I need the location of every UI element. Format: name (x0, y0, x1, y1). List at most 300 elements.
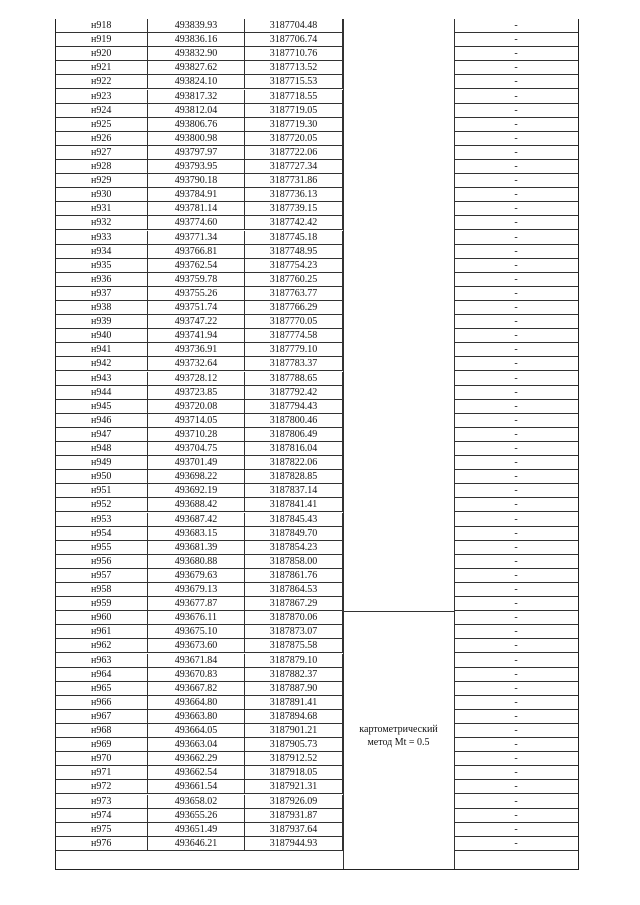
dash-cell: - (454, 414, 578, 428)
table-row (56, 470, 578, 484)
y-coordinate-cell: 3187864.53 (245, 583, 343, 597)
dash-cell: - (454, 809, 578, 823)
dash-cell: - (454, 837, 578, 851)
table-row (56, 780, 578, 794)
dash-cell: - (454, 301, 578, 315)
dash-cell: - (454, 75, 578, 89)
dash-cell: - (454, 259, 578, 273)
dash-cell: - (454, 245, 578, 259)
dash-cell: - (454, 216, 578, 230)
point-id-cell: н935 (56, 259, 148, 273)
y-coordinate-cell: 3187719.05 (245, 104, 343, 118)
x-coordinate-cell: 493800.98 (148, 132, 245, 146)
x-coordinate-cell: 493812.04 (148, 104, 245, 118)
x-coordinate-cell: 493827.62 (148, 61, 245, 75)
y-coordinate-cell: 3187704.48 (245, 19, 343, 33)
x-coordinate-cell: 493664.05 (148, 724, 245, 738)
x-coordinate-cell: 493679.63 (148, 569, 245, 583)
table-row (56, 259, 578, 273)
x-coordinate-cell: 493663.80 (148, 710, 245, 724)
x-coordinate-cell: 493824.10 (148, 75, 245, 89)
table-row (56, 513, 578, 527)
y-coordinate-cell: 3187715.53 (245, 75, 343, 89)
x-coordinate-cell: 493728.12 (148, 372, 245, 386)
dash-cell: - (454, 343, 578, 357)
dash-cell: - (454, 611, 578, 625)
point-id-cell: н940 (56, 329, 148, 343)
dash-cell: - (454, 456, 578, 470)
table-row (56, 498, 578, 512)
dash-cell: - (454, 569, 578, 583)
dash-cell: - (454, 287, 578, 301)
dash-cell: - (454, 682, 578, 696)
x-coordinate-cell: 493774.60 (148, 216, 245, 230)
dash-cell: - (454, 231, 578, 245)
table-row (56, 569, 578, 583)
y-coordinate-cell: 3187731.86 (245, 174, 343, 188)
dash-cell: - (454, 188, 578, 202)
dash-cell: - (454, 442, 578, 456)
dash-cell: - (454, 583, 578, 597)
x-coordinate-cell: 493759.78 (148, 273, 245, 287)
point-id-cell: н970 (56, 752, 148, 766)
point-id-cell: н976 (56, 837, 148, 851)
x-coordinate-cell: 493667.82 (148, 682, 245, 696)
table-row (56, 343, 578, 357)
table-row (56, 202, 578, 216)
y-coordinate-cell: 3187894.68 (245, 710, 343, 724)
x-coordinate-cell: 493797.97 (148, 146, 245, 160)
y-coordinate-cell: 3187837.14 (245, 484, 343, 498)
x-coordinate-cell: 493692.19 (148, 484, 245, 498)
table-row (56, 583, 578, 597)
point-id-cell: н932 (56, 216, 148, 230)
dash-cell: - (454, 513, 578, 527)
x-coordinate-cell: 493817.32 (148, 90, 245, 104)
y-coordinate-cell: 3187736.13 (245, 188, 343, 202)
x-coordinate-cell: 493766.81 (148, 245, 245, 259)
x-coordinate-cell: 493839.93 (148, 19, 245, 33)
point-id-cell: н931 (56, 202, 148, 216)
table-row (56, 639, 578, 653)
y-coordinate-cell: 3187937.64 (245, 823, 343, 837)
x-coordinate-cell: 493671.84 (148, 654, 245, 668)
method-label (343, 723, 454, 749)
table-row (56, 400, 578, 414)
x-coordinate-cell: 493661.54 (148, 780, 245, 794)
y-coordinate-cell: 3187783.37 (245, 357, 343, 371)
point-id-cell: н954 (56, 527, 148, 541)
x-coordinate-cell: 493681.39 (148, 541, 245, 555)
y-coordinate-cell: 3187912.52 (245, 752, 343, 766)
x-coordinate-cell: 493747.22 (148, 315, 245, 329)
y-coordinate-cell: 3187766.29 (245, 301, 343, 315)
table-row (56, 118, 578, 132)
x-coordinate-cell: 493751.74 (148, 301, 245, 315)
y-coordinate-cell: 3187806.49 (245, 428, 343, 442)
point-id-cell: н921 (56, 61, 148, 75)
table-row (56, 174, 578, 188)
table-row (56, 329, 578, 343)
y-coordinate-cell: 3187794.43 (245, 400, 343, 414)
point-id-cell: н960 (56, 611, 148, 625)
dash-cell: - (454, 160, 578, 174)
dash-cell: - (454, 766, 578, 780)
table-row (56, 372, 578, 386)
y-coordinate-cell: 3187739.15 (245, 202, 343, 216)
dash-cell: - (454, 555, 578, 569)
table-row (56, 654, 578, 668)
point-id-cell: н969 (56, 738, 148, 752)
point-id-cell: н938 (56, 301, 148, 315)
point-id-cell: н927 (56, 146, 148, 160)
table-row (56, 287, 578, 301)
point-id-cell: н934 (56, 245, 148, 259)
x-coordinate-cell: 493793.95 (148, 160, 245, 174)
table-row (56, 33, 578, 47)
point-id-cell: н956 (56, 555, 148, 569)
point-id-cell: н975 (56, 823, 148, 837)
y-coordinate-cell: 3187816.04 (245, 442, 343, 456)
y-coordinate-cell: 3187870.06 (245, 611, 343, 625)
x-coordinate-cell: 493704.75 (148, 442, 245, 456)
y-coordinate-cell: 3187875.58 (245, 639, 343, 653)
dash-cell: - (454, 33, 578, 47)
point-id-cell: н947 (56, 428, 148, 442)
dash-cell: - (454, 639, 578, 653)
x-coordinate-cell: 493683.15 (148, 527, 245, 541)
y-coordinate-cell: 3187926.09 (245, 795, 343, 809)
dash-cell: - (454, 19, 578, 33)
x-coordinate-cell: 493732.64 (148, 357, 245, 371)
table-row (56, 104, 578, 118)
dash-cell: - (454, 752, 578, 766)
table-row (56, 273, 578, 287)
table-row (56, 724, 578, 738)
point-id-cell: н955 (56, 541, 148, 555)
dash-cell: - (454, 146, 578, 160)
point-id-cell: н945 (56, 400, 148, 414)
point-id-cell: н942 (56, 357, 148, 371)
x-coordinate-cell: 493710.28 (148, 428, 245, 442)
x-coordinate-cell: 493771.34 (148, 231, 245, 245)
table-row (56, 414, 578, 428)
table-row (56, 442, 578, 456)
dash-cell: - (454, 202, 578, 216)
y-coordinate-cell: 3187867.29 (245, 597, 343, 611)
dash-cell: - (454, 498, 578, 512)
y-coordinate-cell: 3187858.00 (245, 555, 343, 569)
point-id-cell: н967 (56, 710, 148, 724)
point-id-cell: н933 (56, 231, 148, 245)
x-coordinate-cell: 493698.22 (148, 470, 245, 484)
point-id-cell: н923 (56, 90, 148, 104)
y-coordinate-cell: 3187720.05 (245, 132, 343, 146)
table-row (56, 188, 578, 202)
dash-cell: - (454, 61, 578, 75)
point-id-cell: н961 (56, 625, 148, 639)
point-id-cell: н949 (56, 456, 148, 470)
table-row (56, 484, 578, 498)
dash-cell: - (454, 795, 578, 809)
dash-cell: - (454, 104, 578, 118)
point-id-cell: н973 (56, 795, 148, 809)
point-id-cell: н966 (56, 696, 148, 710)
point-id-cell: н924 (56, 104, 148, 118)
table-row (56, 682, 578, 696)
y-coordinate-cell: 3187905.73 (245, 738, 343, 752)
table-row (56, 555, 578, 569)
y-coordinate-cell: 3187763.77 (245, 287, 343, 301)
dash-cell: - (454, 273, 578, 287)
table-row (56, 738, 578, 752)
table-row (56, 160, 578, 174)
table-row (56, 752, 578, 766)
x-coordinate-cell: 493836.16 (148, 33, 245, 47)
table-row (56, 597, 578, 611)
point-id-cell: н939 (56, 315, 148, 329)
point-id-cell: н950 (56, 470, 148, 484)
coordinates-table (55, 19, 579, 870)
dash-cell: - (454, 47, 578, 61)
table-row (56, 47, 578, 61)
dash-cell: - (454, 625, 578, 639)
table-row (56, 766, 578, 780)
table-row (56, 710, 578, 724)
y-coordinate-cell: 3187718.55 (245, 90, 343, 104)
table-row (56, 668, 578, 682)
point-id-cell: н948 (56, 442, 148, 456)
dash-cell: - (454, 710, 578, 724)
dash-cell: - (454, 118, 578, 132)
x-coordinate-cell: 493663.04 (148, 738, 245, 752)
x-coordinate-cell: 493736.91 (148, 343, 245, 357)
point-id-cell: н922 (56, 75, 148, 89)
y-coordinate-cell: 3187849.70 (245, 527, 343, 541)
table-row (56, 428, 578, 442)
dash-cell: - (454, 738, 578, 752)
point-id-cell: н964 (56, 668, 148, 682)
dash-cell: - (454, 386, 578, 400)
point-id-cell: н953 (56, 513, 148, 527)
y-coordinate-cell: 3187931.87 (245, 809, 343, 823)
x-coordinate-cell: 493701.49 (148, 456, 245, 470)
table-row (56, 75, 578, 89)
y-coordinate-cell: 3187891.41 (245, 696, 343, 710)
y-coordinate-cell: 3187822.06 (245, 456, 343, 470)
x-coordinate-cell: 493781.14 (148, 202, 245, 216)
x-coordinate-cell: 493670.83 (148, 668, 245, 682)
dash-cell: - (454, 668, 578, 682)
y-coordinate-cell: 3187774.58 (245, 329, 343, 343)
x-coordinate-cell: 493658.02 (148, 795, 245, 809)
dash-cell: - (454, 174, 578, 188)
y-coordinate-cell: 3187719.30 (245, 118, 343, 132)
table-row (56, 837, 578, 851)
x-coordinate-cell: 493680.88 (148, 555, 245, 569)
dash-cell: - (454, 484, 578, 498)
y-coordinate-cell: 3187887.90 (245, 682, 343, 696)
x-coordinate-cell: 493675.10 (148, 625, 245, 639)
y-coordinate-cell: 3187722.06 (245, 146, 343, 160)
y-coordinate-cell: 3187828.85 (245, 470, 343, 484)
dash-cell: - (454, 696, 578, 710)
y-coordinate-cell: 3187901.21 (245, 724, 343, 738)
x-coordinate-cell: 493832.90 (148, 47, 245, 61)
x-coordinate-cell: 493790.18 (148, 174, 245, 188)
y-coordinate-cell: 3187792.42 (245, 386, 343, 400)
table-row (56, 315, 578, 329)
x-coordinate-cell: 493687.42 (148, 513, 245, 527)
table-row (56, 357, 578, 371)
dash-cell: - (454, 329, 578, 343)
dash-cell: - (454, 315, 578, 329)
method-label-line1: картометрический (359, 724, 438, 735)
point-id-cell: н926 (56, 132, 148, 146)
table-row (56, 231, 578, 245)
x-coordinate-cell: 493784.91 (148, 188, 245, 202)
dash-cell: - (454, 823, 578, 837)
point-id-cell: н941 (56, 343, 148, 357)
point-id-cell: н972 (56, 780, 148, 794)
point-id-cell: н937 (56, 287, 148, 301)
point-id-cell: н919 (56, 33, 148, 47)
y-coordinate-cell: 3187873.07 (245, 625, 343, 639)
y-coordinate-cell: 3187742.42 (245, 216, 343, 230)
table-row (56, 625, 578, 639)
y-coordinate-cell: 3187788.65 (245, 372, 343, 386)
y-coordinate-cell: 3187861.76 (245, 569, 343, 583)
table-row (56, 19, 578, 33)
dash-cell: - (454, 90, 578, 104)
x-coordinate-cell: 493723.85 (148, 386, 245, 400)
dash-cell: - (454, 400, 578, 414)
table-row (56, 541, 578, 555)
method-cell (343, 611, 454, 870)
x-coordinate-cell: 493646.21 (148, 837, 245, 851)
dash-cell: - (454, 527, 578, 541)
table-row (56, 146, 578, 160)
x-coordinate-cell: 493741.94 (148, 329, 245, 343)
x-coordinate-cell: 493677.87 (148, 597, 245, 611)
y-coordinate-cell: 3187918.05 (245, 766, 343, 780)
point-id-cell: н957 (56, 569, 148, 583)
table-row (56, 90, 578, 104)
point-id-cell: н971 (56, 766, 148, 780)
x-coordinate-cell: 493662.54 (148, 766, 245, 780)
table-row (56, 809, 578, 823)
table-row (56, 216, 578, 230)
point-id-cell: н918 (56, 19, 148, 33)
x-coordinate-cell: 493673.60 (148, 639, 245, 653)
table-row (56, 795, 578, 809)
y-coordinate-cell: 3187845.43 (245, 513, 343, 527)
y-coordinate-cell: 3187706.74 (245, 33, 343, 47)
dash-cell: - (454, 654, 578, 668)
y-coordinate-cell: 3187779.10 (245, 343, 343, 357)
dash-cell: - (454, 541, 578, 555)
dash-cell: - (454, 780, 578, 794)
point-id-cell: н929 (56, 174, 148, 188)
x-coordinate-cell: 493720.08 (148, 400, 245, 414)
y-coordinate-cell: 3187879.10 (245, 654, 343, 668)
y-coordinate-cell: 3187760.25 (245, 273, 343, 287)
point-id-cell: н965 (56, 682, 148, 696)
y-coordinate-cell: 3187713.52 (245, 61, 343, 75)
x-coordinate-cell: 493664.80 (148, 696, 245, 710)
x-coordinate-cell: 493688.42 (148, 498, 245, 512)
x-coordinate-cell: 493755.26 (148, 287, 245, 301)
method-label-line2: метод Mt = 0.5 (367, 737, 430, 748)
y-coordinate-cell: 3187754.23 (245, 259, 343, 273)
point-id-cell: н936 (56, 273, 148, 287)
dash-cell: - (454, 357, 578, 371)
dash-cell: - (454, 470, 578, 484)
x-coordinate-cell: 493806.76 (148, 118, 245, 132)
x-coordinate-cell: 493651.49 (148, 823, 245, 837)
point-id-cell: н958 (56, 583, 148, 597)
point-id-cell: н920 (56, 47, 148, 61)
table-row (56, 611, 578, 625)
point-id-cell: н962 (56, 639, 148, 653)
x-coordinate-cell: 493762.54 (148, 259, 245, 273)
y-coordinate-cell: 3187748.95 (245, 245, 343, 259)
point-id-cell: н951 (56, 484, 148, 498)
point-id-cell: н928 (56, 160, 148, 174)
table-row (56, 456, 578, 470)
y-coordinate-cell: 3187944.93 (245, 837, 343, 851)
point-id-cell: н963 (56, 654, 148, 668)
x-coordinate-cell: 493676.11 (148, 611, 245, 625)
y-coordinate-cell: 3187800.46 (245, 414, 343, 428)
point-id-cell: н968 (56, 724, 148, 738)
point-id-cell: н943 (56, 372, 148, 386)
y-coordinate-cell: 3187727.34 (245, 160, 343, 174)
dash-cell: - (454, 724, 578, 738)
point-id-cell: н925 (56, 118, 148, 132)
table-row (56, 61, 578, 75)
table-row (56, 527, 578, 541)
dash-cell: - (454, 597, 578, 611)
y-coordinate-cell: 3187921.31 (245, 780, 343, 794)
point-id-cell: н930 (56, 188, 148, 202)
point-id-cell: н944 (56, 386, 148, 400)
point-id-cell: н952 (56, 498, 148, 512)
point-id-cell: н959 (56, 597, 148, 611)
table-row (56, 245, 578, 259)
y-coordinate-cell: 3187854.23 (245, 541, 343, 555)
point-id-cell: н974 (56, 809, 148, 823)
table-row (56, 386, 578, 400)
table-row (56, 132, 578, 146)
y-coordinate-cell: 3187882.37 (245, 668, 343, 682)
x-coordinate-cell: 493662.29 (148, 752, 245, 766)
table-row (56, 696, 578, 710)
y-coordinate-cell: 3187770.05 (245, 315, 343, 329)
x-coordinate-cell: 493655.26 (148, 809, 245, 823)
dash-cell: - (454, 132, 578, 146)
dash-cell: - (454, 372, 578, 386)
table-row (56, 823, 578, 837)
x-coordinate-cell: 493679.13 (148, 583, 245, 597)
table-row (56, 301, 578, 315)
x-coordinate-cell: 493714.05 (148, 414, 245, 428)
y-coordinate-cell: 3187710.76 (245, 47, 343, 61)
dash-cell: - (454, 428, 578, 442)
point-id-cell: н946 (56, 414, 148, 428)
y-coordinate-cell: 3187841.41 (245, 498, 343, 512)
y-coordinate-cell: 3187745.18 (245, 231, 343, 245)
